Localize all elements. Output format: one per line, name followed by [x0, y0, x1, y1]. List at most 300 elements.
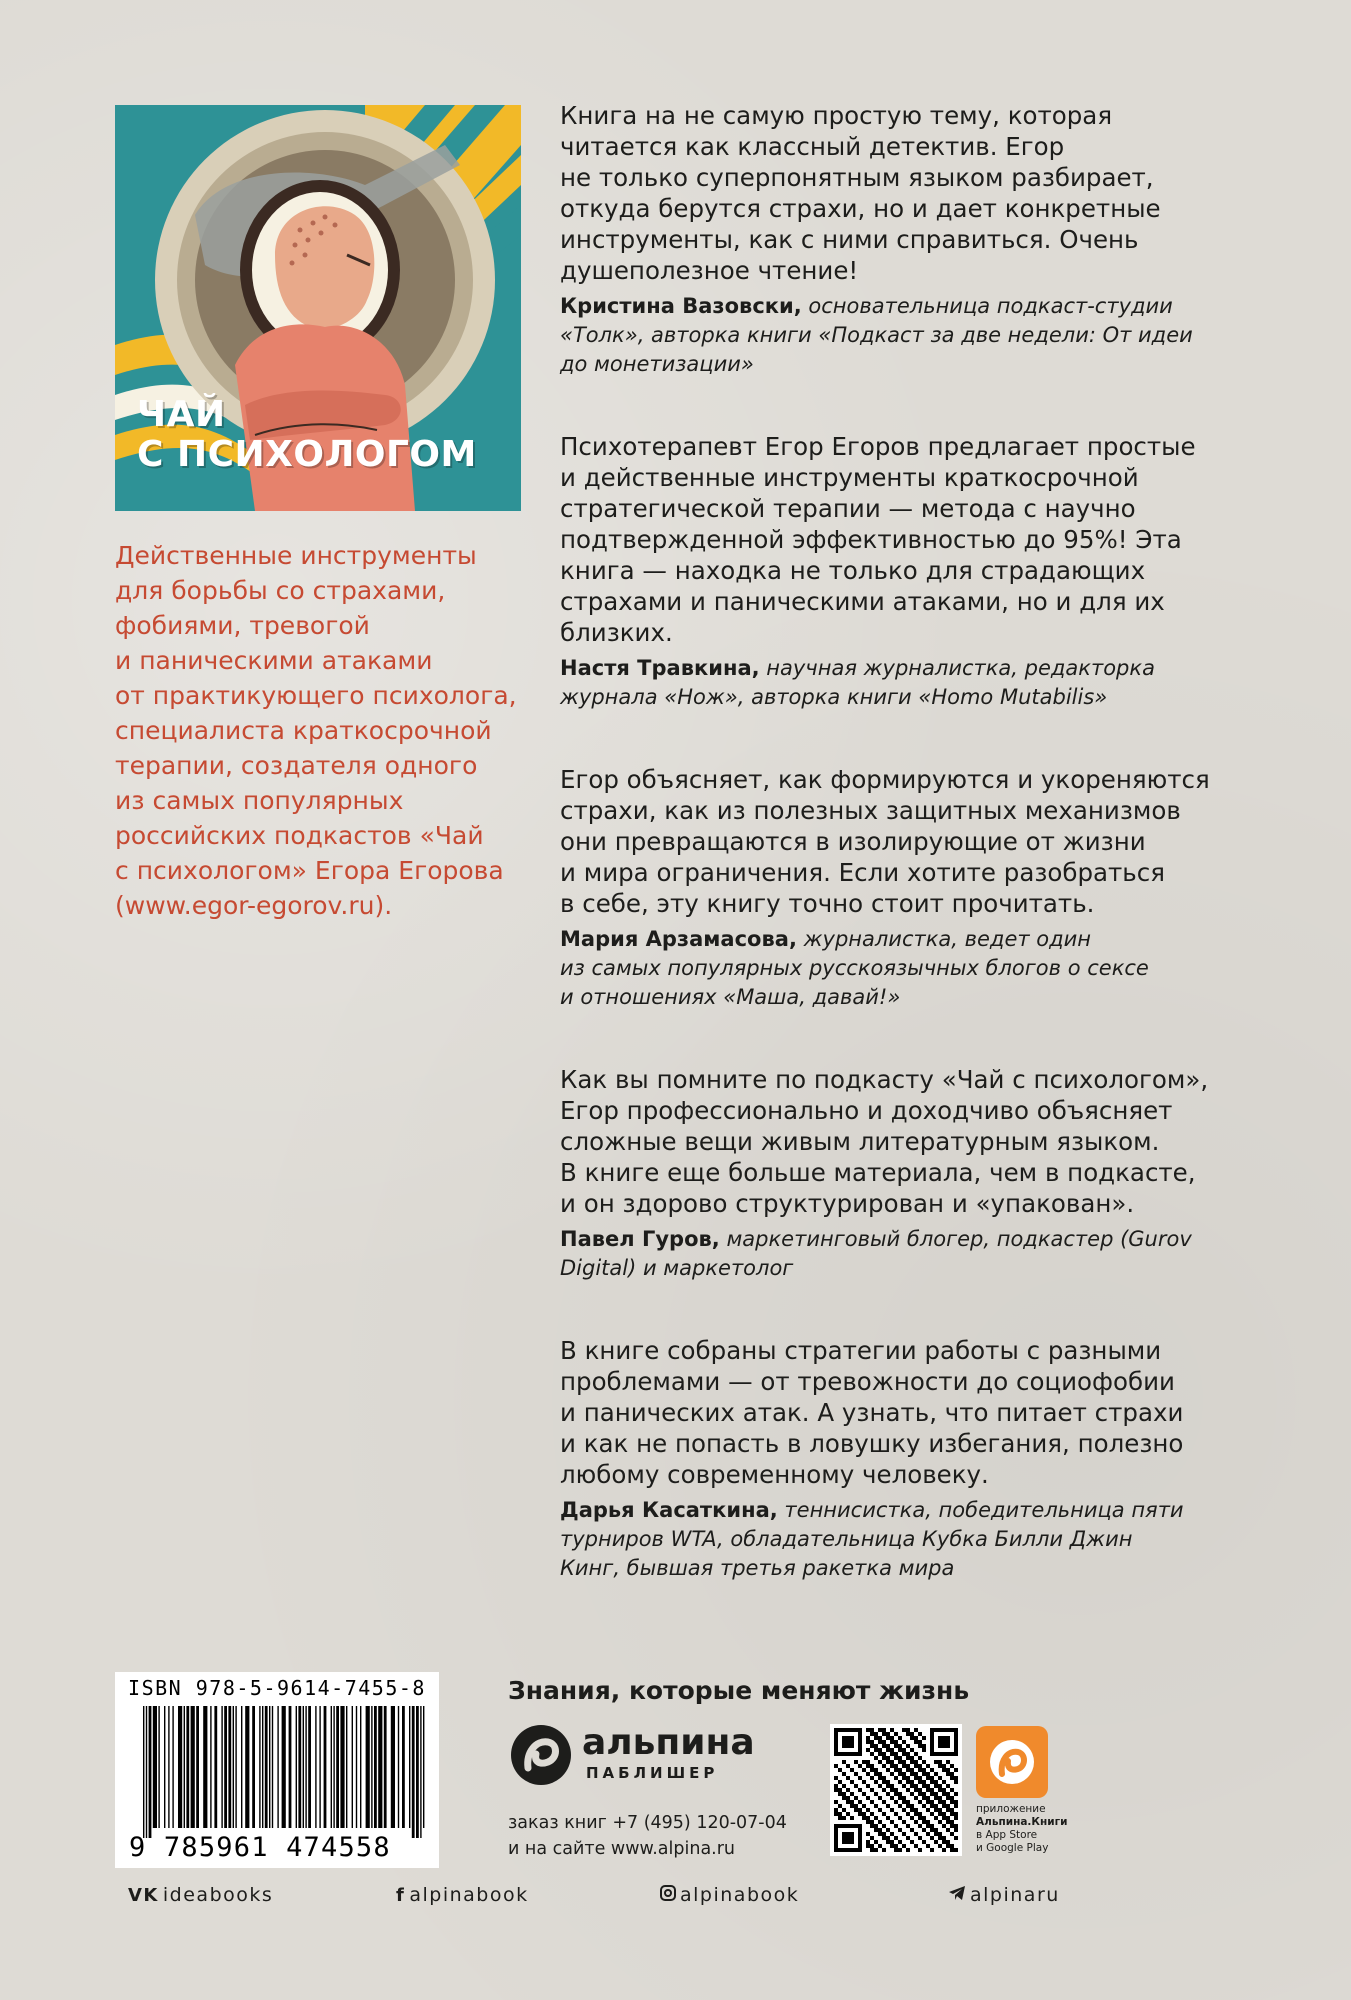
qr-module — [874, 1804, 878, 1808]
qr-module — [926, 1824, 930, 1828]
social-label: alpinaru — [970, 1884, 1060, 1906]
qr-module — [950, 1800, 954, 1804]
qr-module — [934, 1832, 938, 1836]
qr-module — [938, 1836, 942, 1840]
qr-module — [934, 1792, 938, 1796]
qr-module — [886, 1760, 890, 1764]
qr-module — [906, 1768, 910, 1772]
qr-module — [846, 1800, 850, 1804]
qr-module — [842, 1792, 846, 1796]
qr-module — [930, 1788, 934, 1792]
qr-module — [938, 1844, 942, 1848]
qr-module — [890, 1832, 894, 1836]
qr-module — [938, 1820, 942, 1824]
qr-module — [918, 1768, 922, 1772]
qr-module — [906, 1780, 910, 1784]
qr-module — [930, 1812, 934, 1816]
social-telegram[interactable] — [948, 1884, 1060, 1906]
qr-module — [890, 1844, 894, 1848]
qr-module — [926, 1788, 930, 1792]
qr-module — [886, 1840, 890, 1844]
barcode-bar — [158, 1706, 159, 1828]
alpina-app-icon[interactable] — [976, 1726, 1048, 1798]
qr-module — [914, 1788, 918, 1792]
barcode-bar — [305, 1706, 306, 1828]
instagram-icon — [660, 1885, 676, 1906]
qr-module — [902, 1820, 906, 1824]
qr-module — [914, 1772, 918, 1776]
qr-module — [842, 1816, 846, 1820]
qr-module — [854, 1808, 858, 1812]
qr-module — [882, 1752, 886, 1756]
qr-module — [890, 1840, 894, 1844]
barcode-bar — [235, 1706, 236, 1828]
qr-module — [874, 1780, 878, 1784]
barcode-bar — [172, 1706, 173, 1828]
barcode-bar — [315, 1706, 316, 1828]
qr-module — [938, 1736, 950, 1748]
qr-module — [878, 1748, 882, 1752]
qr-module — [838, 1812, 842, 1816]
barcode-bar — [391, 1706, 395, 1828]
qr-module — [890, 1764, 894, 1768]
qr-module — [858, 1764, 862, 1768]
barcode-bar — [366, 1706, 370, 1828]
qr-module — [870, 1800, 874, 1804]
qr-module — [906, 1848, 910, 1852]
qr-module — [934, 1808, 938, 1812]
isbn-barcode — [115, 1672, 439, 1868]
qr-module — [926, 1800, 930, 1804]
qr-module — [854, 1804, 858, 1808]
qr-module — [898, 1840, 902, 1844]
barcode-bar — [146, 1706, 147, 1838]
barcode-bar — [203, 1706, 207, 1828]
qr-module — [954, 1816, 958, 1820]
qr-module — [906, 1732, 910, 1736]
barcode-bar — [221, 1706, 222, 1828]
qr-module — [902, 1796, 906, 1800]
qr-module — [870, 1812, 874, 1816]
qr-module — [870, 1752, 874, 1756]
qr-module — [906, 1744, 910, 1748]
qr-module — [858, 1788, 862, 1792]
qr-module — [858, 1800, 862, 1804]
qr-module — [902, 1748, 906, 1752]
qr-module — [878, 1760, 882, 1764]
qr-module — [870, 1836, 874, 1840]
qr-module — [942, 1800, 946, 1804]
qr-module — [922, 1748, 926, 1752]
qr-module — [898, 1816, 902, 1820]
qr-module — [898, 1760, 902, 1764]
publisher-slogan: Знания, которые меняют жизнь — [508, 1676, 970, 1705]
qr-module — [870, 1788, 874, 1792]
qr-module — [882, 1836, 886, 1840]
qr-module — [842, 1772, 846, 1776]
qr-module — [866, 1820, 870, 1824]
qr-module — [834, 1808, 838, 1812]
qr-module — [898, 1848, 902, 1852]
qr-module — [894, 1776, 898, 1780]
qr-module — [922, 1784, 926, 1788]
qr-module — [842, 1784, 846, 1788]
qr-module — [942, 1824, 946, 1828]
qr-module — [954, 1824, 958, 1828]
barcode-bar — [265, 1706, 268, 1828]
qr-module — [926, 1772, 930, 1776]
qr-module — [886, 1744, 890, 1748]
barcode-bar — [252, 1706, 255, 1828]
qr-module — [882, 1788, 886, 1792]
qr-module — [918, 1744, 922, 1748]
qr-module — [910, 1828, 914, 1832]
qr-module — [922, 1772, 926, 1776]
qr-module — [930, 1848, 934, 1852]
qr-module — [874, 1744, 878, 1748]
qr-module — [910, 1768, 914, 1772]
barcode-bar — [168, 1706, 169, 1828]
qr-module — [870, 1744, 874, 1748]
qr-module — [894, 1744, 898, 1748]
review-text: Егор объясняет, как формируются и укореняются страхи, как из полезных защитных механизмов они превращаются в изолирующие от жизни и мира ограничения. Если хотите разобраться в себе, эту книгу точно стоит прочитать. — [560, 765, 1210, 918]
barcode-bar — [277, 1706, 278, 1828]
qr-module — [906, 1776, 910, 1780]
barcode-bar — [164, 1706, 165, 1828]
qr-module — [898, 1780, 902, 1784]
qr-module — [910, 1784, 914, 1788]
qr-module — [950, 1788, 954, 1792]
order-phone: заказ книг +7 (495) 120-07-04 — [508, 1813, 787, 1833]
qr-module — [834, 1784, 838, 1788]
qr-module — [926, 1820, 930, 1824]
qr-module — [882, 1824, 886, 1828]
qr-module — [886, 1780, 890, 1784]
qr-module — [898, 1744, 902, 1748]
qr-module — [858, 1776, 862, 1780]
qr-module — [946, 1816, 950, 1820]
order-info — [508, 1810, 787, 1862]
qr-module — [854, 1784, 858, 1788]
qr-module — [942, 1768, 946, 1772]
app-caption — [976, 1803, 1096, 1855]
review-5 — [560, 1335, 1250, 1583]
qr-module — [946, 1772, 950, 1776]
qr-module — [938, 1812, 942, 1816]
barcode-bar — [214, 1706, 217, 1828]
review-1 — [560, 100, 1250, 379]
qr-module — [922, 1736, 926, 1740]
qr-module — [866, 1796, 870, 1800]
qr-module — [942, 1788, 946, 1792]
qr-module — [906, 1764, 910, 1768]
barcode-bar — [233, 1706, 234, 1828]
facebook-icon: f — [396, 1884, 406, 1906]
qr-module — [882, 1728, 886, 1732]
qr-module — [910, 1732, 914, 1736]
review-author — [560, 292, 1250, 379]
qr-module — [866, 1748, 870, 1752]
barcode-bar — [371, 1706, 372, 1828]
qr-module — [862, 1768, 866, 1772]
barcode-bar — [412, 1706, 415, 1838]
qr-module — [866, 1760, 870, 1764]
review-text: В книге собраны стратегии работы с разными проблемами — от тревожности до социофобии и панических атак. А узнать, что питает страхи и как не попасть в ловушку избегания, полезно любому современному человеку. — [560, 1336, 1184, 1489]
qr-module — [886, 1804, 890, 1808]
qr-module — [950, 1776, 954, 1780]
qr-module — [878, 1796, 882, 1800]
qr-module — [882, 1780, 886, 1784]
cover-title-line1: ЧАЙ — [137, 394, 226, 435]
review-author — [560, 654, 1250, 712]
qr-module — [950, 1832, 954, 1836]
qr-module — [906, 1800, 910, 1804]
qr-module — [946, 1844, 950, 1848]
social-vk[interactable] — [128, 1884, 273, 1906]
reviews-column — [560, 100, 1250, 1583]
qr-module — [874, 1816, 878, 1820]
barcode-bar — [282, 1706, 286, 1828]
qr-module — [954, 1836, 958, 1840]
app-caption-line4: и Google Play — [976, 1842, 1049, 1854]
barcode-bar — [352, 1706, 353, 1828]
qr-module — [894, 1844, 898, 1848]
publisher-subname: ПАБЛИШЕР — [586, 1764, 719, 1782]
qr-module — [902, 1784, 906, 1788]
qr-module — [886, 1792, 890, 1796]
qr-module — [906, 1756, 910, 1760]
qr-module — [886, 1784, 890, 1788]
qr-module — [950, 1812, 954, 1816]
qr-module — [910, 1808, 914, 1812]
reviewer-role: теннисистка, победительница пяти турниров WTA, обладательница Кубка Билли Джин Кинг, бывшая третья ракетка мира — [560, 1498, 1184, 1580]
qr-module — [894, 1764, 898, 1768]
qr-module — [922, 1792, 926, 1796]
barcode-bars — [129, 1706, 429, 1838]
qr-module — [866, 1816, 870, 1820]
qr-module — [886, 1836, 890, 1840]
review-2 — [560, 431, 1250, 712]
qr-module — [882, 1832, 886, 1836]
qr-module — [874, 1828, 878, 1832]
qr-module — [862, 1780, 866, 1784]
qr-module — [866, 1728, 870, 1732]
qr-module — [850, 1780, 854, 1784]
qr-module — [914, 1784, 918, 1788]
qr-module — [894, 1836, 898, 1840]
qr-module — [914, 1740, 918, 1744]
qr-module — [910, 1756, 914, 1760]
social-facebook[interactable] — [396, 1884, 529, 1906]
qr-module — [846, 1796, 850, 1800]
qr-module — [898, 1828, 902, 1832]
qr-module — [894, 1848, 898, 1852]
qr-module — [918, 1800, 922, 1804]
qr-module — [890, 1820, 894, 1824]
qr-module — [942, 1848, 946, 1852]
qr-module — [870, 1740, 874, 1744]
qr-module — [890, 1740, 894, 1744]
qr-module — [866, 1832, 870, 1836]
qr-module — [942, 1816, 946, 1820]
qr-module — [906, 1824, 910, 1828]
barcode-bar — [241, 1706, 242, 1828]
qr-code[interactable] — [830, 1724, 962, 1856]
qr-module — [950, 1808, 954, 1812]
qr-module — [898, 1804, 902, 1808]
qr-module — [838, 1768, 842, 1772]
qr-module — [870, 1764, 874, 1768]
qr-module — [870, 1824, 874, 1828]
qr-module — [930, 1776, 934, 1780]
qr-module — [918, 1836, 922, 1840]
qr-module — [862, 1760, 866, 1764]
qr-module — [902, 1844, 906, 1848]
qr-module — [874, 1772, 878, 1776]
qr-module — [914, 1832, 918, 1836]
barcode-bar — [308, 1706, 311, 1828]
qr-module — [942, 1764, 946, 1768]
qr-module — [930, 1804, 934, 1808]
qr-module — [838, 1780, 842, 1784]
qr-module — [922, 1744, 926, 1748]
qr-module — [934, 1796, 938, 1800]
qr-module — [930, 1800, 934, 1804]
reviewer-role: журналистка, ведет один из самых популярных русскоязычных блогов о сексе и отношениях «Маша, давай!» — [560, 927, 1149, 1009]
qr-module — [850, 1816, 854, 1820]
qr-module — [890, 1784, 894, 1788]
reviewer-name: Павел Гуров, — [560, 1227, 720, 1251]
barcode-bar — [245, 1706, 249, 1828]
barcode-bar — [303, 1706, 304, 1828]
qr-module — [914, 1752, 918, 1756]
qr-module — [878, 1772, 882, 1776]
qr-module — [914, 1776, 918, 1780]
qr-module — [890, 1796, 894, 1800]
barcode-bar — [333, 1706, 334, 1828]
qr-module — [934, 1804, 938, 1808]
qr-module — [906, 1836, 910, 1840]
qr-module — [902, 1832, 906, 1836]
reviewer-name: Дарья Касаткина, — [560, 1498, 778, 1522]
qr-module — [846, 1812, 850, 1816]
barcode-bar — [416, 1706, 419, 1838]
qr-module — [930, 1836, 934, 1840]
barcode-bar — [184, 1706, 185, 1828]
social-label: ideabooks — [162, 1884, 274, 1906]
podcast-cover-image — [115, 105, 521, 511]
qr-module — [894, 1824, 898, 1828]
app-caption-line3: в App Store — [976, 1829, 1038, 1841]
qr-module — [882, 1800, 886, 1804]
barcode-bar — [319, 1706, 320, 1828]
qr-module — [946, 1792, 950, 1796]
qr-module — [866, 1784, 870, 1788]
qr-module — [882, 1776, 886, 1780]
qr-module — [874, 1732, 878, 1736]
qr-module — [922, 1804, 926, 1808]
publisher-name: альпина — [582, 1722, 755, 1763]
qr-module — [894, 1756, 898, 1760]
qr-module — [886, 1748, 890, 1752]
qr-module — [862, 1812, 866, 1816]
qr-module — [870, 1768, 874, 1772]
qr-module — [858, 1812, 862, 1816]
qr-module — [894, 1768, 898, 1772]
barcode-bar — [178, 1706, 182, 1828]
barcode-bar — [298, 1706, 301, 1828]
barcode-bar — [331, 1706, 332, 1828]
qr-module — [918, 1812, 922, 1816]
qr-module — [910, 1804, 914, 1808]
social-instagram[interactable] — [660, 1884, 799, 1906]
qr-module — [842, 1796, 846, 1800]
reviewer-name: Мария Арзамасова, — [560, 927, 797, 951]
qr-module — [894, 1788, 898, 1792]
qr-module — [886, 1816, 890, 1820]
qr-module — [938, 1784, 942, 1788]
qr-module — [954, 1812, 958, 1816]
social-links — [128, 1884, 1228, 1914]
qr-module — [954, 1768, 958, 1772]
app-caption-line1: приложение — [976, 1803, 1046, 1815]
qr-module — [942, 1792, 946, 1796]
qr-module — [886, 1732, 890, 1736]
barcode-bar — [262, 1706, 263, 1828]
qr-module — [854, 1796, 858, 1800]
qr-module — [902, 1776, 906, 1780]
qr-module — [866, 1808, 870, 1812]
reviewer-role: научная журналистка, редакторка журнала «Нож», авторка книги «Homo Mutabilis» — [560, 656, 1155, 709]
qr-module — [878, 1808, 882, 1812]
qr-module — [898, 1768, 902, 1772]
qr-module — [834, 1812, 838, 1816]
qr-module — [918, 1788, 922, 1792]
qr-module — [910, 1816, 914, 1820]
qr-module — [926, 1784, 930, 1788]
qr-module — [910, 1772, 914, 1776]
barcode-bar — [409, 1706, 410, 1828]
qr-module — [934, 1760, 938, 1764]
review-author — [560, 925, 1250, 1012]
qr-module — [866, 1844, 870, 1848]
qr-module — [898, 1736, 902, 1740]
qr-module — [870, 1732, 874, 1736]
review-4 — [560, 1064, 1250, 1283]
qr-module — [898, 1748, 902, 1752]
qr-module — [874, 1736, 878, 1740]
qr-module — [946, 1768, 950, 1772]
qr-module — [926, 1832, 930, 1836]
qr-module — [878, 1844, 882, 1848]
qr-module — [898, 1772, 902, 1776]
qr-module — [926, 1844, 930, 1848]
reviewer-name: Кристина Вазовски, — [560, 294, 802, 318]
qr-module — [890, 1728, 894, 1732]
barcode-bar — [149, 1706, 152, 1838]
barcode-bar — [423, 1706, 424, 1828]
qr-module — [890, 1760, 894, 1764]
barcode-bar — [228, 1706, 231, 1828]
qr-module — [878, 1820, 882, 1824]
alpina-logo-icon — [508, 1722, 574, 1788]
qr-module — [882, 1756, 886, 1760]
qr-module — [946, 1808, 950, 1812]
qr-module — [934, 1780, 938, 1784]
qr-module — [946, 1804, 950, 1808]
qr-module — [954, 1828, 958, 1832]
qr-module — [874, 1768, 878, 1772]
